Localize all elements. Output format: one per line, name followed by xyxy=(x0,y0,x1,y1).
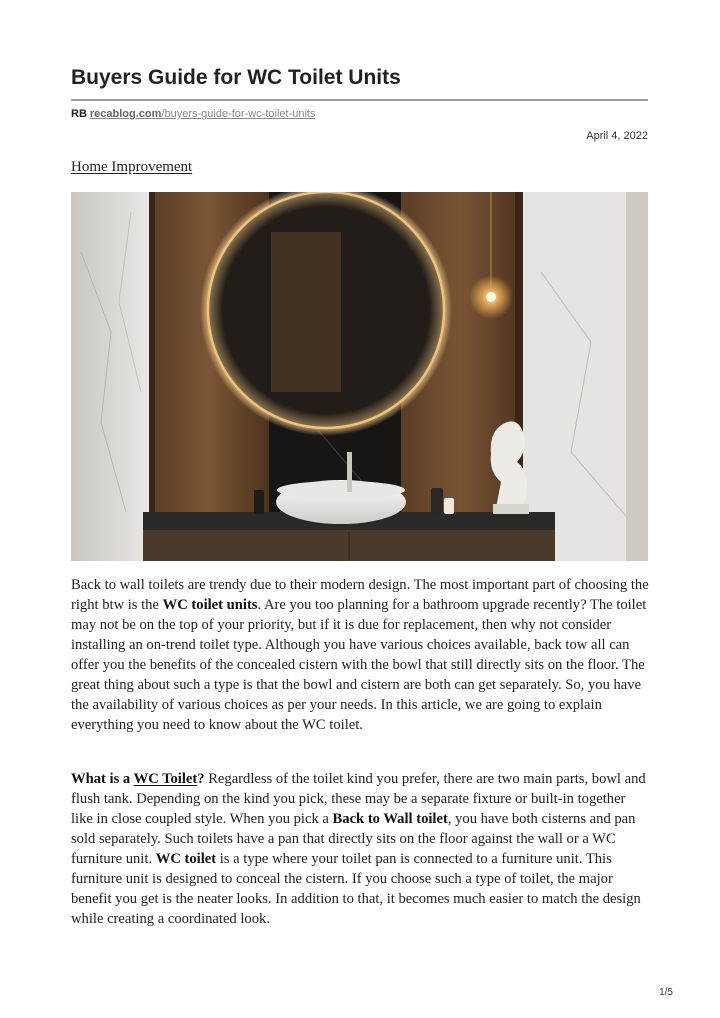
p1-text-2: . Are you too planning for a bathroom upgrade recently? The toilet may not be on the top of your priority, but if it is due for replacement, then why not consider installing an on-trend toilet type. Although you have various choices available, back tow all can offer you the benefits of the concealed cistern with the bowl that still directly sits on the floor. The great thing about such a type is that the bowl and cistern are both can get separately. So, you have the availability of various choices as per your needs. In this article, we are going to explain everything you need to know about the WC toilet. xyxy=(71,597,647,733)
category-link[interactable]: Home Improvement xyxy=(71,159,193,175)
p1-bold-wc-toilet-units: WC toilet units xyxy=(162,597,258,613)
publish-date: April 4, 2022 xyxy=(586,130,648,142)
p2-bold-wc-toilet: WC toilet xyxy=(155,851,217,867)
source-link[interactable] xyxy=(90,108,316,120)
p2-text-1: Regardless of the toilet kind you prefer, there are two main parts, bowl and flush tank. Depending on the kind you pick, these may be a separate fixture or built-in together like in close coupled style. When you pick a xyxy=(71,771,646,827)
p2-text-2: , you have both cisterns and pan sold separately. Such toilets have a pan that directly sits on the floor against the wall or a WC furniture unit. xyxy=(71,811,636,867)
p2-text-3: is a type where your toilet pan is connected to a furniture unit. This furniture unit is designed to conceal the cistern. If you choose such a type of toilet, the major benefit you get is the neater looks. In addition to that, it becomes much easier to match the design while creating a coordinated look. xyxy=(71,851,641,927)
source-domain: recablog.com xyxy=(89,108,162,120)
source-path: /buyers-guide-for-wc-toilet-units xyxy=(161,108,316,120)
what-is-wc-paragraph xyxy=(71,769,649,929)
p2-bold-back-to-wall: Back to Wall toilet xyxy=(332,811,448,827)
page-number: 1/5 xyxy=(659,987,673,998)
title-divider xyxy=(71,99,648,101)
document-title: Buyers Guide for WC Toilet Units xyxy=(71,66,401,89)
source-line xyxy=(71,108,315,120)
wc-toilet-link[interactable]: WC Toilet xyxy=(133,771,198,787)
p1-text-1: Back to wall toilets are trendy due to their modern design. The most important part of choosing the right btw is the xyxy=(71,577,649,613)
bathroom-vanity-photo xyxy=(71,192,648,561)
source-logo: RB xyxy=(71,108,87,120)
intro-paragraph xyxy=(71,575,649,735)
p2-bold-qmark: ? xyxy=(197,771,205,787)
p2-bold-what-is: What is a xyxy=(71,771,134,787)
